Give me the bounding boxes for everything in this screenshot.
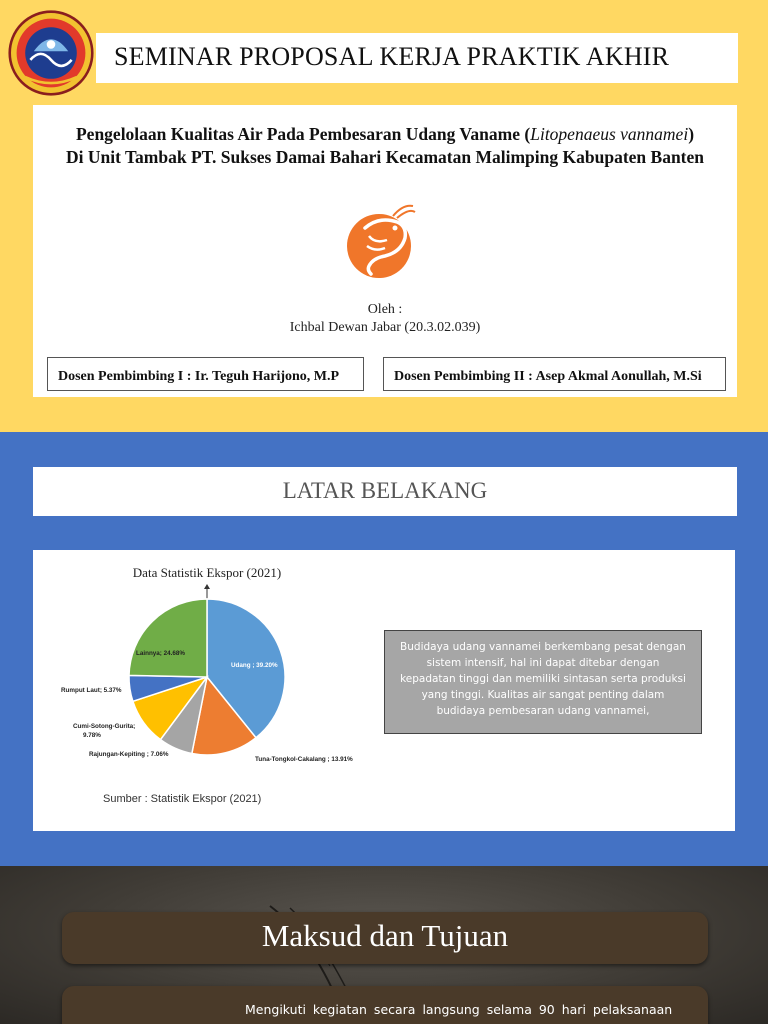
pie-label-6: Lainnya; 24.68% [136,650,185,657]
pie-label-4: Cumi-Sotong-Gurita; [73,723,136,730]
species-name: Litopenaeus vannamei [530,124,689,144]
pie-label-2: Tuna-Tongkol-Cakalang ; 13.91% [255,756,353,763]
pie-label-3: Rajungan-Kepiting ; 7.06% [89,751,169,758]
chart-pointer-arrow [204,584,210,589]
purpose-text-panel [62,986,708,1024]
project-title-paren: ) [688,124,695,144]
supervisor-1-box: Dosen Pembimbing I : Ir. Teguh Harijono, M.P [47,357,364,391]
proposal-card [33,105,737,397]
chart-source: Sumber : Statistik Ekspor (2021) [103,793,262,805]
project-title-line1: Pengelolaan Kualitas Air Pada Pembesaran Udang Vaname ( [75,124,531,144]
pie-label-4: 9.78% [83,732,101,739]
purpose-text: Mengikuti kegiatan secara langsung selama 90 hari pelaksanaan [245,1002,673,1017]
pie-label-1: Udang ; 39.20% [231,662,278,669]
oleh-label: Oleh : [367,302,403,317]
polytechnic-seal-logo [8,10,94,96]
project-title-line2: Di Unit Tambak PT. Sukses Damai Bahari Kecamatan Malimping Kabupaten Banten [65,147,705,167]
shrimp-icon [345,204,417,282]
section-banner [33,467,737,516]
pie-label-5: Rumput Laut; 5.37% [61,687,122,694]
export-pie-chart [33,550,413,831]
supervisor-2-box: Dosen Pembimbing II : Asep Akmal Aonullah, M.Si [383,357,726,391]
purpose-banner [62,912,708,964]
project-title [33,123,737,169]
purpose-slide [0,866,768,1024]
purpose-heading: Maksud dan Tujuan [261,918,509,953]
content-card [33,550,735,831]
author-name: Ichbal Dewan Jabar (20.3.02.039) [289,320,481,335]
chart-title: Data Statistik Ekspor (2021) [132,565,282,580]
title-slide [0,0,768,432]
title-banner [96,33,738,83]
section-heading: LATAR BELAKANG [282,478,488,503]
description-box: Budidaya udang vannamei berkembang pesat dengan sistem intensif, hal ini dapat ditebar dengan kepadatan tinggi dan memiliki sintasan serta produksi yang tinggi. Kualitas air sangat penting dalam budidaya pembesaran udang vannamei, [384,630,702,734]
seminar-title: SEMINAR PROPOSAL KERJA PRAKTIK AKHIR [114,42,670,71]
pie-slice-6 [129,599,207,677]
background-slide [0,432,768,866]
